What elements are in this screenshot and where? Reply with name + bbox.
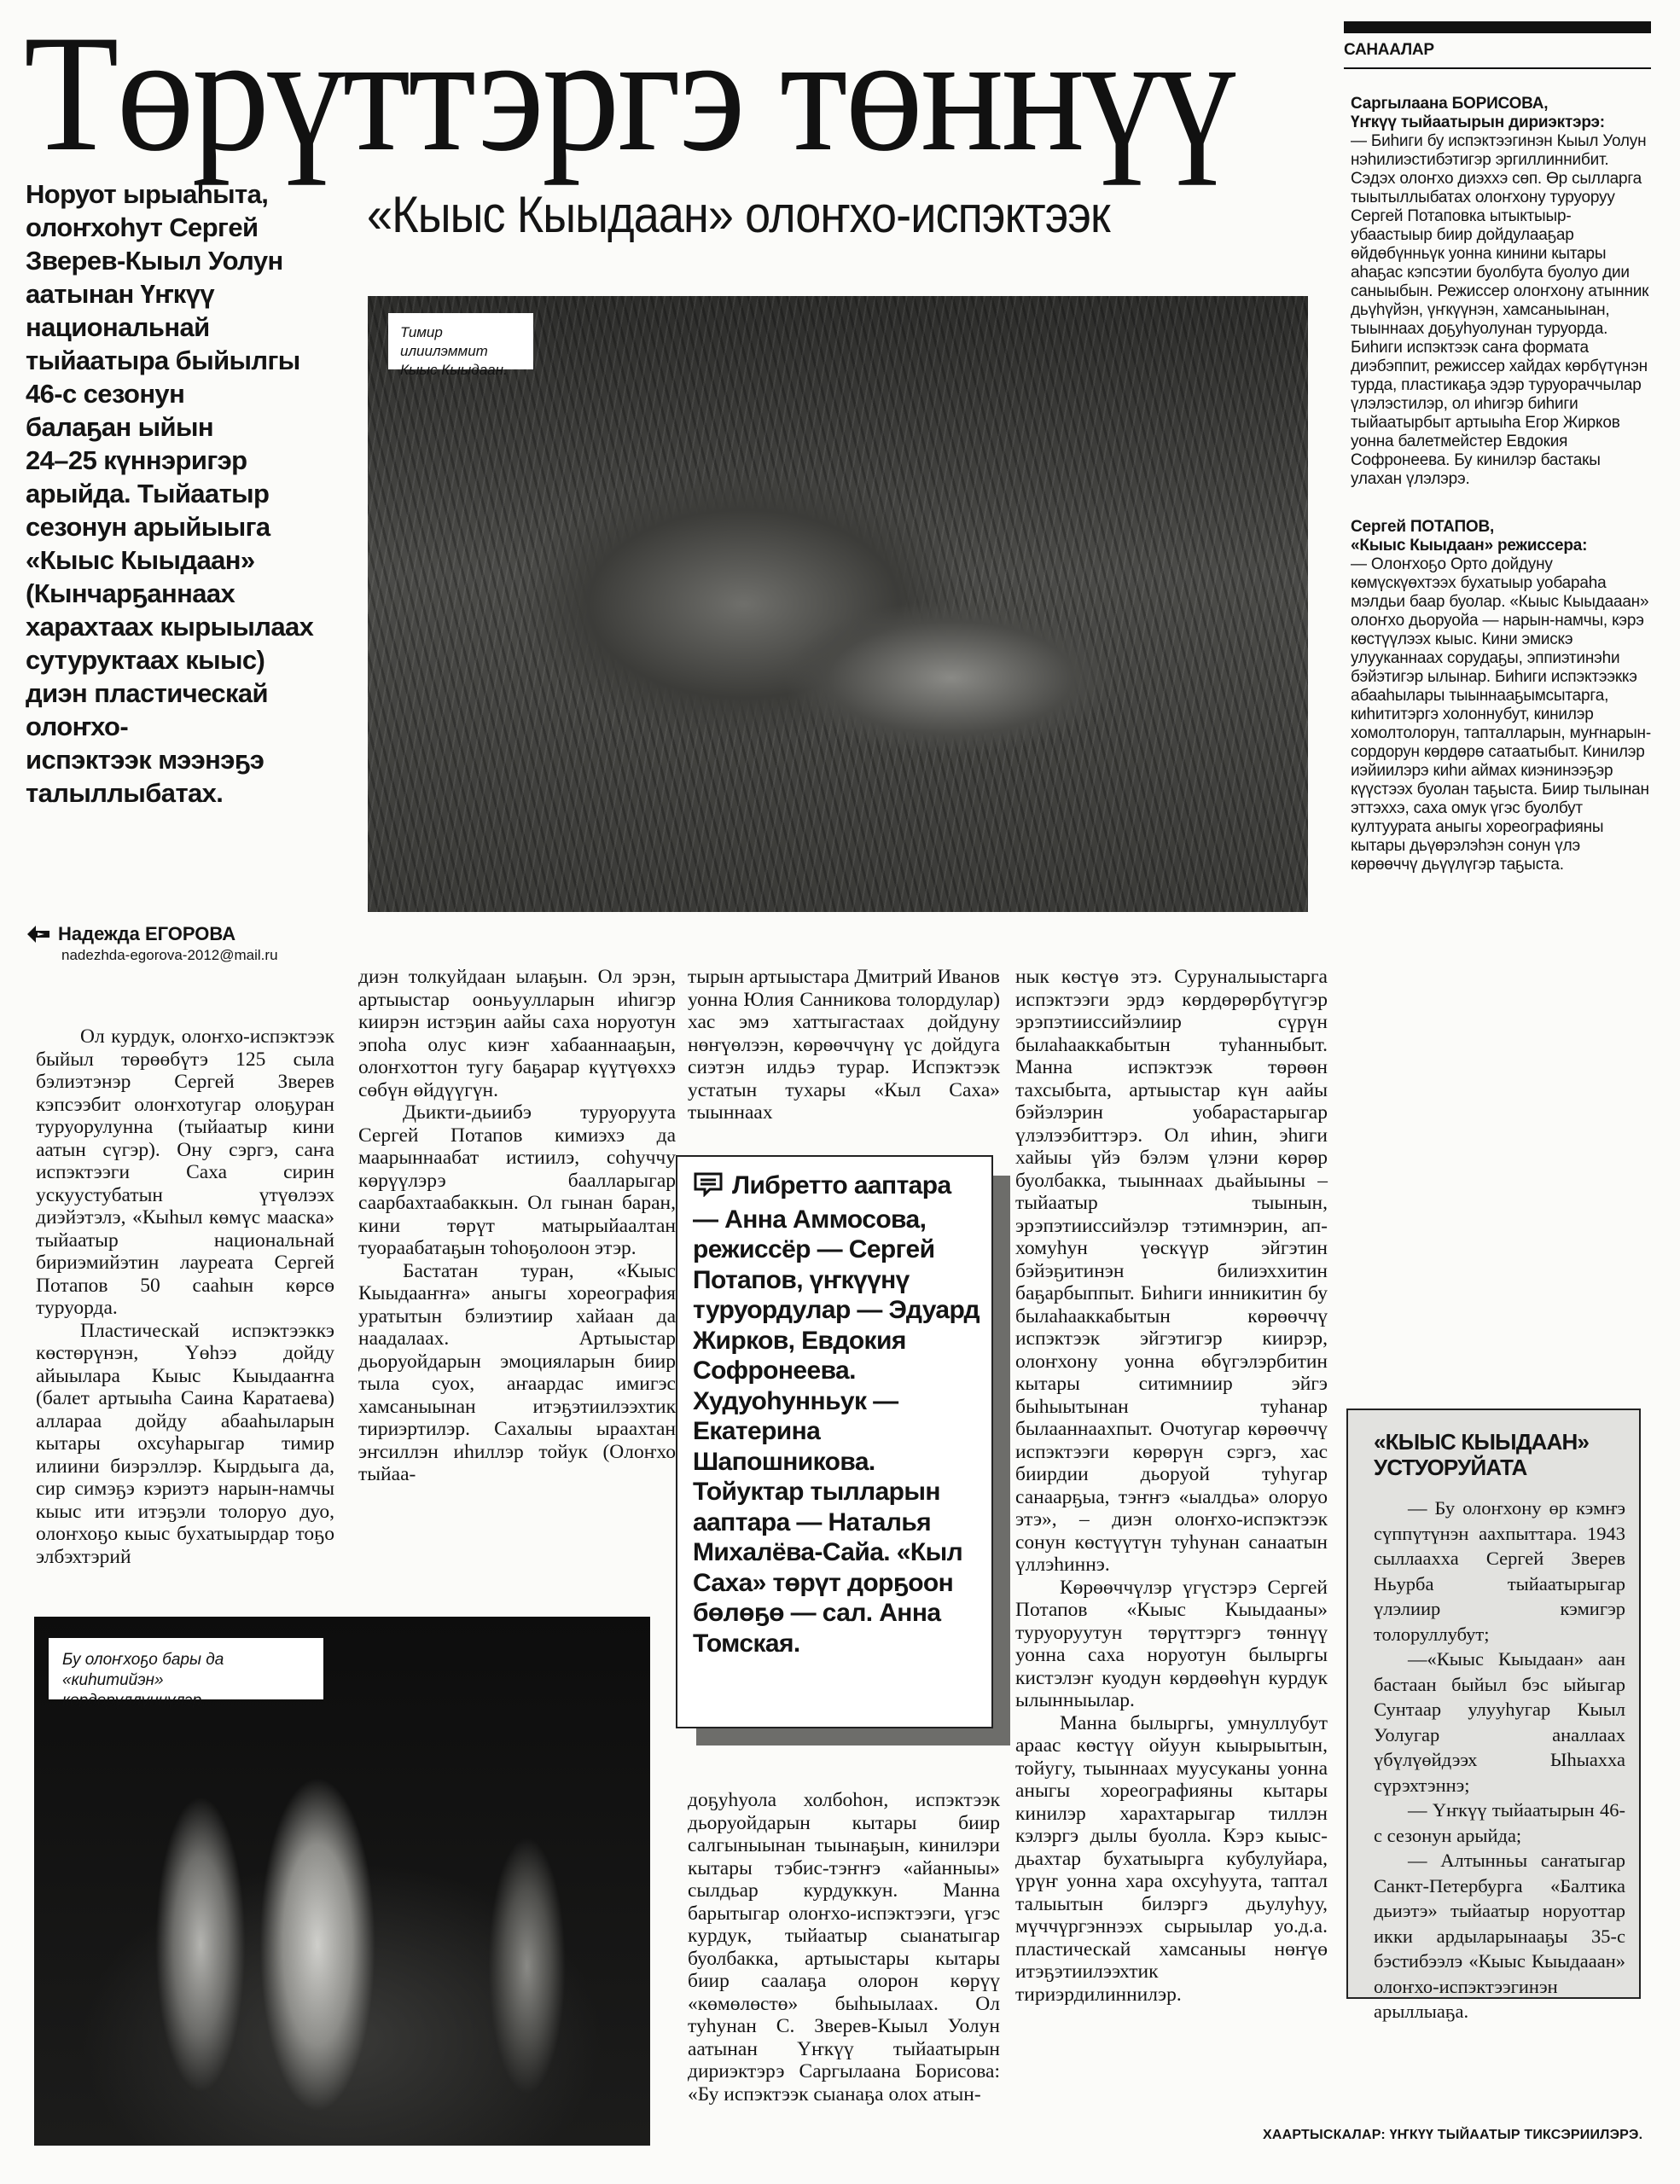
history-list (1374, 1496, 1625, 2024)
history-item: — Үҥкүү тыйаатырын 46-с сезонун арыйда; (1374, 1799, 1625, 1846)
lead-line: 24–25 күннэригэр (26, 445, 247, 475)
paragraph: Бастатан туран, «Кыыс Кыыдааҥҥа» аныгы хореография уратытын бэлиэтиир хайаан да наадалаах. Артыыстар дьоруойдарын эмоцияларын биир тыла суох, аҥаардас имигэс хамсаныынан итэҕэтиилээхтик тириэртилэр. Сахалыы ыраахтан эҥсиллэн иһиллэр тойук (Олоҥхо тыйаа- (358, 1259, 676, 1485)
quote-author: Саргылаана БОРИСОВА, (1351, 95, 1549, 113)
title-line: УСТУОРУЙАТА (1374, 1455, 1527, 1480)
article-column-1 (36, 1025, 334, 1568)
author-name-text: Надежда ЕГОРОВА (58, 923, 236, 944)
article-column-3-bottom (688, 1789, 1000, 2106)
history-item: — Бу олоҥхону өр кэмҥэ сүппүтүнэн аахпыттара. 1943 сыллаахха Сергей Зверев Ньурба тыйаатырыгар үлэлиир кэмигэр толоруллубут; (1374, 1497, 1625, 1645)
lead-line: сезонун арыйыыга (26, 512, 270, 542)
opinions-sidebar (1344, 21, 1651, 874)
sidebar-section-title: САНААЛАР (1344, 33, 1651, 69)
lead-line: олоҥхо- (26, 712, 129, 741)
lead-line: испэктээк мээнэҕэ (26, 745, 264, 775)
quote-author: Сергей ПОТАПОВ, (1351, 518, 1495, 536)
lead-line: (Кынчарҕаннаах (26, 578, 235, 608)
lead-line: арыйда. Тыйаатыр (26, 479, 270, 508)
photo-stage-performance (34, 1617, 650, 2146)
history-item: —«Кыыс Кыыдаан» аан бастаан быйыл бэс ыйыгар Сунтаар улууһугар Кыыл Уолугар аналлаах үбүлүөйдээх Ыһыахха сүрэхтэннэ; (1374, 1648, 1625, 1796)
lead-line: «Кыыс Кыыдаан» (26, 545, 255, 575)
paragraph: нык көстүө этэ. Суруналыыстарга испэктээги эрдэ көрдөрөрбүтүгэр эрэпэтииссийэлиир сүрүн былаһааккабытын туһанныбыт. Манна испэктээк төрөөн тахсыбыта, артыыстар күн аайы бэйэлэрин уобарастарыгар үлэлээбиттэрэ. Ол иһин, эһиги хайыы үйэ бэлэм үлэни көрөр буолбакка, тыыннаах дьайыыны – тыйаатыр тыынын, эрэпэтииссийэлэр тэтимнэрин, ап-хомуһун үөскүүр эйгэтин бэйэҕитинэн билиэххитин баҕарбыппыт. Биһиги инникитин бу былаһааккабытын көрөөччү испэктээк эйгэтигэр киирэр, олоҥхону уонна өбүгэлэрбитин кытары ситимниир эйгэ быһыытынан туһанар былааннаахпыт. Очотугар көрөөччү испэктээги көрөрүн сэргэ, хас биирдии дьоруой туһугар санаарҕыа, тэҥҥэ «ыалдьа» олоруо этэ», – диэн олоҥхо-испэктээк сонун көстүүтүн туһунан санаатын үллэһиннэ. (1015, 966, 1328, 1576)
paragraph: Манна былыргы, умнуллубут араас көстүү ойуун кыырыытын, тойугу, тыыннаах муусуканы уонна аныгы хореографияны кытары кинилэр харахтарыгар тиллэн кэлэргэ дылы буолла. Кэрэ кыыс-дьахтар бухатыырга кубулуйара, үрүҥ уонна хара охсуһуута, таптал талыытын билэргэ дьулуһуу, мүччүргэннээх сырыылар уо.д.а. пластическай хамсаныы нөҥүө итэҕэтиилээхтик тириэрдилиннилэр. (1015, 1711, 1328, 2006)
history-box (1346, 1409, 1641, 2022)
author-email[interactable]: nadezhda-egorova-2012@mail.ru (61, 947, 278, 963)
paragraph: Ол курдук, олоҥхо-испэктээк быйыл төрөөбүтэ 125 сыла бэлиэтэнэр Сергей Зверев кэпсээбит олоҥхотугар олоҕуран туруорулунна (тыйаатыр кини аатын сүгэр). Ону сэргэ, саҥа испэктээги Саха сирин ускуустубатын үтүөлээх диэйэтэлэ, «Кыһыл көмүс мааска» тыйаатыр национальнай бириэмийэтин лауреата Сергей Потапов 50 сааһын көрсө туруорда. (36, 1025, 334, 1319)
article-subtitle: «Кыыс Кыыдаан» олоҥхо-испэктээк (367, 186, 1110, 243)
callout-text: Либретто ааптара — Анна Аммосова, режиссёр — Сергей Потапов, үҥкүүнү туруордулар — Эдуард Жирков, Евдокия Софронеева. Худуоһунньук — Екатерина Шапошникова. Тойуктар тылларын ааптара — Наталья Михалёва-Сайа. «Кыл Саха» төрүт дорҕоон бөлөҕө — сал. Анна Томская. (693, 1171, 980, 1658)
quote-borisova (1344, 95, 1651, 489)
quote-potapov (1344, 518, 1651, 874)
photo-kyys-kyydaan-in-grass (368, 296, 1308, 912)
lead-line: национальнай (26, 312, 210, 342)
photo-caption: Тимир илиилэммит Кыыс Кыыдаан. (388, 313, 533, 369)
lead-line: тыйаатыра быйылгы (26, 346, 300, 375)
lead-line: Норуот ырыаһыта, (26, 179, 269, 209)
lead-paragraph (26, 177, 350, 810)
diamond-arrow-icon (26, 924, 51, 944)
lead-line: талыллыбатах. (26, 778, 224, 808)
author-name (26, 923, 350, 945)
lead-line: харахтаах кырыылаах (26, 612, 314, 642)
paragraph: Көрөөччүлэр үгүстэрэ Сергей Потапов «Кыыс Кыыдааны» туруоруутун төрүттэргэ төннүү уонна саха норуотун былыргы кистэлэҥ куодун көрдөөһүн курдук ылынныылар. (1015, 1576, 1328, 1711)
paragraph: тырын артыыстара Дмитрий Иванов уонна Юлия Санникова толордулар) хас эмэ хаттыгастаах дойдуну нөҥүөлээн, көрөөччүнү үс дойдуга сиэтэн илдьэ турар. Испэктээк устатын тухары «Кыл Саха» тыыннаах (688, 966, 1000, 1124)
paragraph: доҕуһуола холбоһон, испэктээк дьоруойдарын кытары биир салгыныынан тыынаҕын, кинилэри кытары тэбис-тэҥҥэ «айанныы» сылдьар курдуккун. Манна барытыгар олоҥхо-испэктээги, үгэс курдук, тыйаатыр сыанатыгар буолбакка, артыыстары кытары биир саалаҕа олорон көрүү «көмөлөстө» быһыылаах. Ол туһунан С. Зверев-Кыыл Уолун аатынан Үҥкүү тыйаатырын дириэктэрэ Саргылаана Борисова: «Бу испэктээк сыанаҕа олох атын- (688, 1789, 1000, 2106)
sidebar-top-bar (1344, 21, 1651, 33)
lead-line: 46-с сезонун (26, 379, 185, 409)
quote-author-role: «Кыыс Кыыдаан» режиссера: (1351, 537, 1588, 555)
page-headline: Төрүттэргэ төннүү (24, 1, 1234, 186)
lead-line: диэн пластическай (26, 678, 269, 708)
quote-text: — Олоҥхоҕо Орто дойдуну көмүскүөхтээх бухатыыр уобараһа мэлдьи баар буолар. «Кыыс Кыыдааан» олоҥхо дьоруойа — нарын-намчы, кэрэ көстүүлээх кыыс. Кини эмискэ улууканнаах сорудаҕы, эппиэтинэһи бэйэтигэр ылынар. Биһиги испэктээккэ абааһылары тыыннааҕымсытарга, киһититэргэ холоннубут, кинилэр хомолтолорун, тапталларын, муҥнарын-сордорун көрдөрө сатаатыбыт. Кинилэр иэйиилэрэ киһи аймах киэнинээҕэр күүстээх буолан таҕыста. Биир тылынан эттэххэ, саха омук үгэс буолбут култуурата аныгы хореографияны кытары дьүөрэлэһэн сонун үлэ көрөөччү дьүүлүгэр таҕыста. (1351, 555, 1651, 874)
photo-credit: ХААРТЫСКАЛАР: ҮҤКҮҮ ТЫЙААТЫР ТИКСЭРИИЛЭРЭ. (1263, 2128, 1643, 2142)
paragraph: Дьикти-дьиибэ туруоруута Сергей Потапов кимиэхэ да маарыннаабат истиилэ, соһуччу көрүүлэрэ баалларыгар саарбахтаабаккын. Ол гынан баран, кини төрүт матырыйаалтан туораабатаҕын тоһоҕолоон этэр. (358, 1101, 676, 1259)
lead-line: олоҥхоһут Сергей (26, 212, 259, 242)
article-column-3-top (688, 966, 1000, 1124)
quote-author-role: Үҥкүү тыйаатырын дириэктэрэ: (1351, 113, 1605, 131)
byline (26, 923, 350, 964)
lead-line: Зверев-Кыыл Уолун (26, 246, 283, 276)
article-column-4 (1015, 966, 1328, 2006)
speech-bubble-icon (693, 1171, 724, 1205)
paragraph: диэн толкуйдаан ылаҕын. Ол эрэн, артыыстар ооньуулларын иһигэр киирэн истэҕин аайы саха норуотун эпоһа олус киэҥ хабааннааҕын, олоҥхоттон тугу баҕарар күүтүөххэ сөбүн өйдүүгүн. (358, 966, 676, 1101)
photo-caption: Бу олоҥхоҕо бары да «киһитийэн» көрдөрүллүннүлэр. (49, 1638, 323, 1699)
paragraph: Пластическай испэктээккэ көстөрүнэн, Үөһээ дойду айыылара Кыыс Кыыдааҥҥа (балет артыыһа Саина Каратаева) аллараа дойду абааһыларын кытары охсуһарыгар тимир илиини биэрэллэр. Кырдьыга да, сир симэҕэ кэриэтэ нарын-намчы кыыс ити итэҕэли толоруо дуо, олоҥхоҕо кыыс бухатыырдар тоҕо элбэхтэрий (36, 1319, 334, 1568)
lead-line: сутуруктаах кыыс) (26, 645, 265, 675)
history-box-title (1374, 1429, 1625, 1480)
quote-text: — Биһиги бу испэктээгинэн Кыыл Уолун нэһилиэстибэтигэр эргиллиннибит. Сэдэх олоҥхо диэххэ сөп. Өр сылларга тыытыллыбатах олоҥхону туруоруу Сергей Потаповка ытыктыыр-убаастыыр биир дойдулааҕар өйдөбүнньүк уонна кинини кытары аһаҕас кэпсэтии буолбута буолуо дии саныыбын. Режиссер олоҥхону атынник дьүһүйэн, үҥкүүнэн, хамсаныынан, тыыннаах доҕуһуолунан туруорда. Биһиги испэктээк саҥа формата диэбэппит, режиссер хайдах көрбүтүнэн турда, пластикаҕа эдэр туруораччылар үлэлэстилэр, ол иһигэр биһиги тыйаатырбыт артыыһа Егор Жирков уонна балетмейстер Евдокия Софронеева. Бу кинилэр бастакы улахан үлэлэрэ. (1351, 132, 1649, 488)
lead-line: балаҕан ыйын (26, 412, 213, 442)
article-column-2 (358, 966, 676, 1486)
title-line: «КЫЫС КЫЫДААН» (1374, 1429, 1590, 1455)
lead-line: аатынан Үҥкүү (26, 279, 215, 309)
history-item: — Алтынньы саҥатыгар Санкт-Петербурга «Балтика дьиэтэ» тыйаатыр норуоттар икки ардыларынааҕы 35-с бэстибээлэ «Кыыс Кыыдааан» олоҥхо-испэктээгинэн арыллыаҕа. (1374, 1850, 1625, 2022)
credits-callout-box (676, 1155, 993, 1728)
